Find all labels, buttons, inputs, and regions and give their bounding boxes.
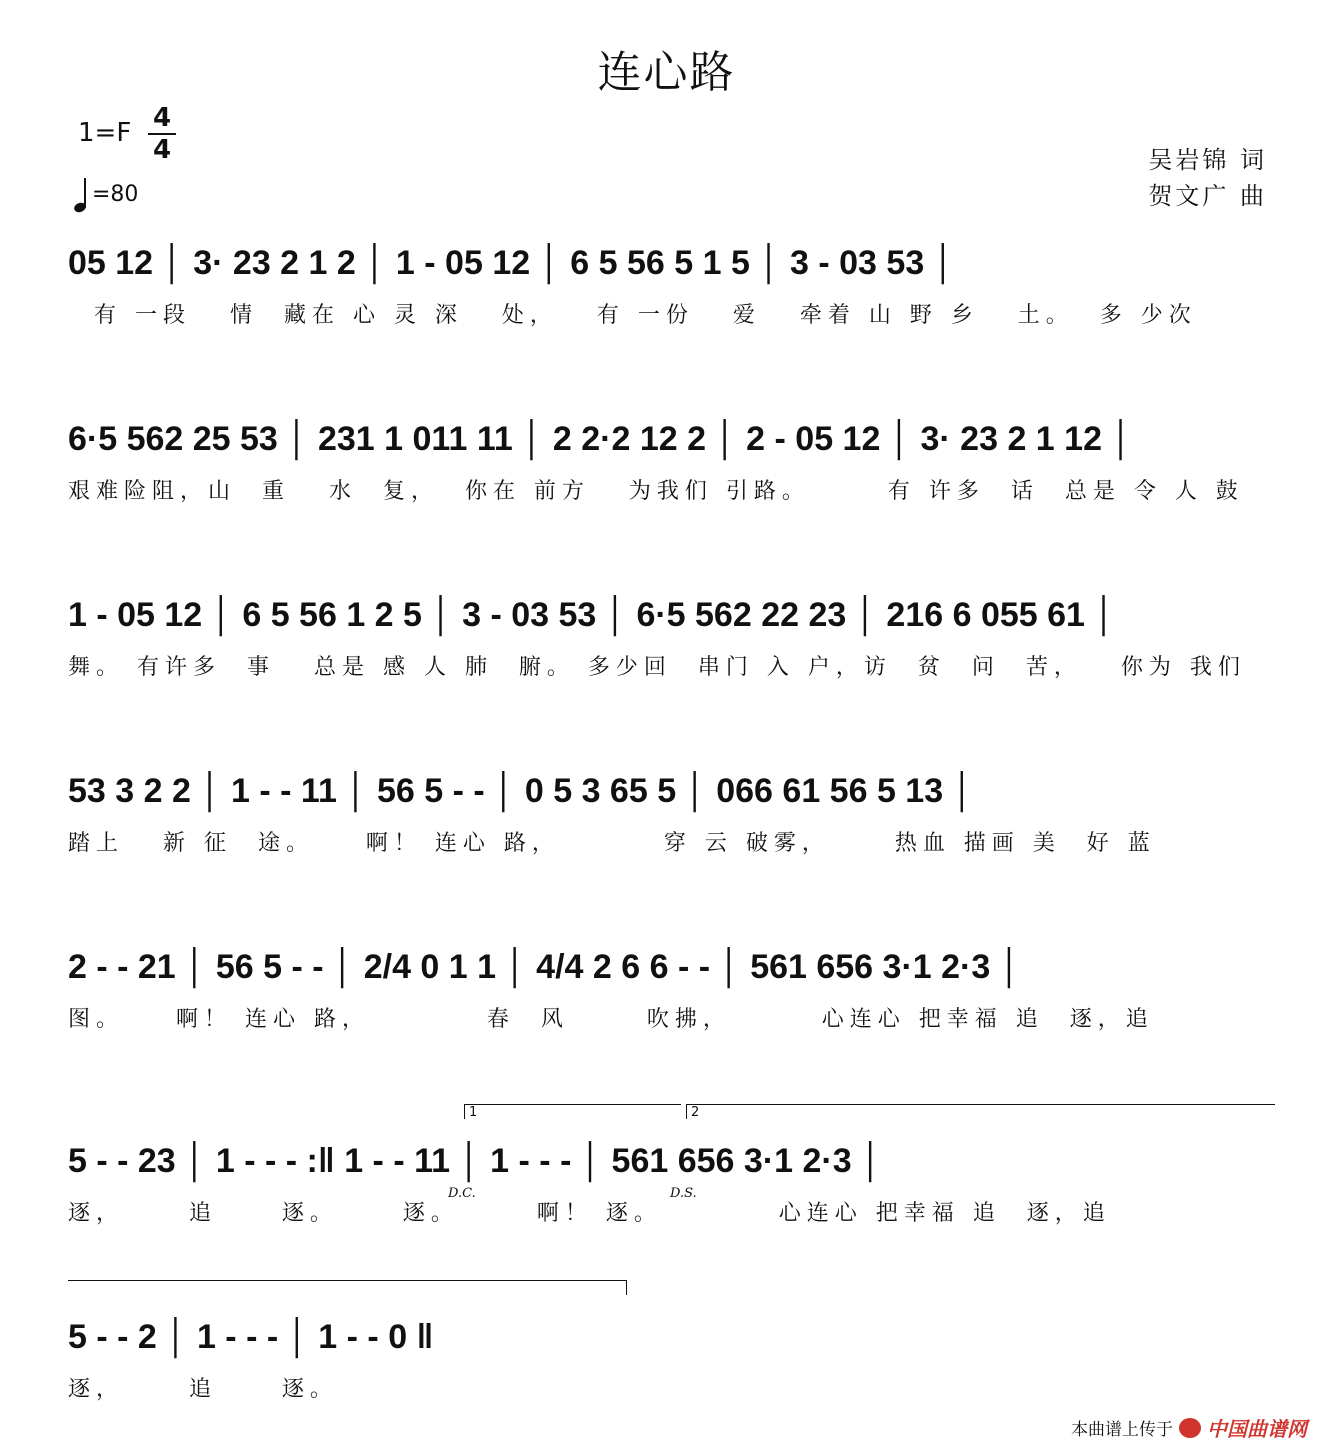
page-title: 连心路 [597, 47, 736, 98]
lyric-line: 有 一段 情 藏在 心 灵 深 处， 有 一份 爱 牵着 山 野 乡 土。 多 少次 [68, 303, 1197, 328]
first-ending-bracket [464, 1104, 681, 1119]
volta-number: 2 [691, 1105, 700, 1120]
site-footer [1071, 1413, 1307, 1442]
notation-line: 5 - - 23 │ 1 - - - :‖ 1 - - 11 │ 1 - - - │ 561 656 3·1 2·3 │ [68, 1142, 883, 1180]
meter-top: 4 [152, 103, 172, 133]
notation-line: 1 - 05 12 │ 6 5 56 1 2 5 │ 3 - 03 53 │ 6·5 562 22 23 │ 216 6 055 61 │ [68, 596, 1116, 634]
notation-line: 5 - - 2 │ 1 - - - │ 1 - - 0 ‖ [68, 1318, 434, 1356]
footer-text: 本曲谱上传于 [1071, 1420, 1173, 1440]
key-signature: 1=F [78, 118, 132, 148]
tempo-marking [74, 176, 138, 212]
meter-bottom: 4 [152, 135, 172, 165]
notation-line: 53 3 2 2 │ 1 - - 11 │ 56 5 - - │ 0 5 3 65 5 │ 066 61 56 5 13 │ [68, 772, 974, 810]
lyricist-credit: 吴岩锦 词 [1148, 146, 1267, 174]
lyric-line: 艰难险阻，山 重 水 复， 你在 前方 为我们 引路。 有 许多 话 总是 令 人 鼓 [68, 479, 1244, 504]
lyric-line: 踏上 新 征 途。 啊！ 连心 路， 穿 云 破雾， 热血 描画 美 好 蓝 [68, 831, 1156, 856]
tempo-value: =80 [92, 181, 139, 207]
composer-credit: 贺文广 曲 [1148, 182, 1267, 210]
credits [1148, 142, 1267, 214]
lyric-line: 舞。 有许多 事 总是 感 人 肺 腑。 多少回 串门 入 户，访 贫 问 苦， 你为 我们 [68, 655, 1246, 680]
site-brand[interactable]: 中国曲谱网 [1207, 1417, 1307, 1441]
lyric-line: 图。 啊！ 连心 路， 春 风 吹拂， 心连心 把幸福 追 逐，追 [68, 1007, 1154, 1032]
second-ending-bracket [686, 1104, 1275, 1119]
ds-marking: D.S. [670, 1186, 697, 1201]
volta-number: 1 [469, 1105, 478, 1120]
notation-line: 05 12 │ 3· 23 2 1 2 │ 1 - 05 12 │ 6 5 56 5 1 5 │ 3 - 03 53 │ [68, 244, 955, 282]
closing-bracket [68, 1280, 627, 1295]
site-logo-icon [1179, 1418, 1201, 1438]
notation-line: 2 - - 21 │ 56 5 - - │ 2/4 0 1 1 │ 4/4 2 6 6 - - │ 561 656 3·1 2·3 │ [68, 948, 1021, 986]
time-signature [148, 104, 176, 164]
dc-marking: D.C. [448, 1186, 476, 1201]
quarter-note-icon [74, 176, 88, 212]
lyric-line: 逐， 追 逐。 逐。 啊！ 逐。 心连心 把幸福 追 逐，追 [68, 1201, 1111, 1226]
lyric-line: 逐， 追 逐。 [68, 1377, 338, 1402]
notation-line: 6·5 562 25 53 │ 231 1 011 11 │ 2 2·2 12 2 │ 2 - 05 12 │ 3· 23 2 1 12 │ [68, 420, 1133, 458]
